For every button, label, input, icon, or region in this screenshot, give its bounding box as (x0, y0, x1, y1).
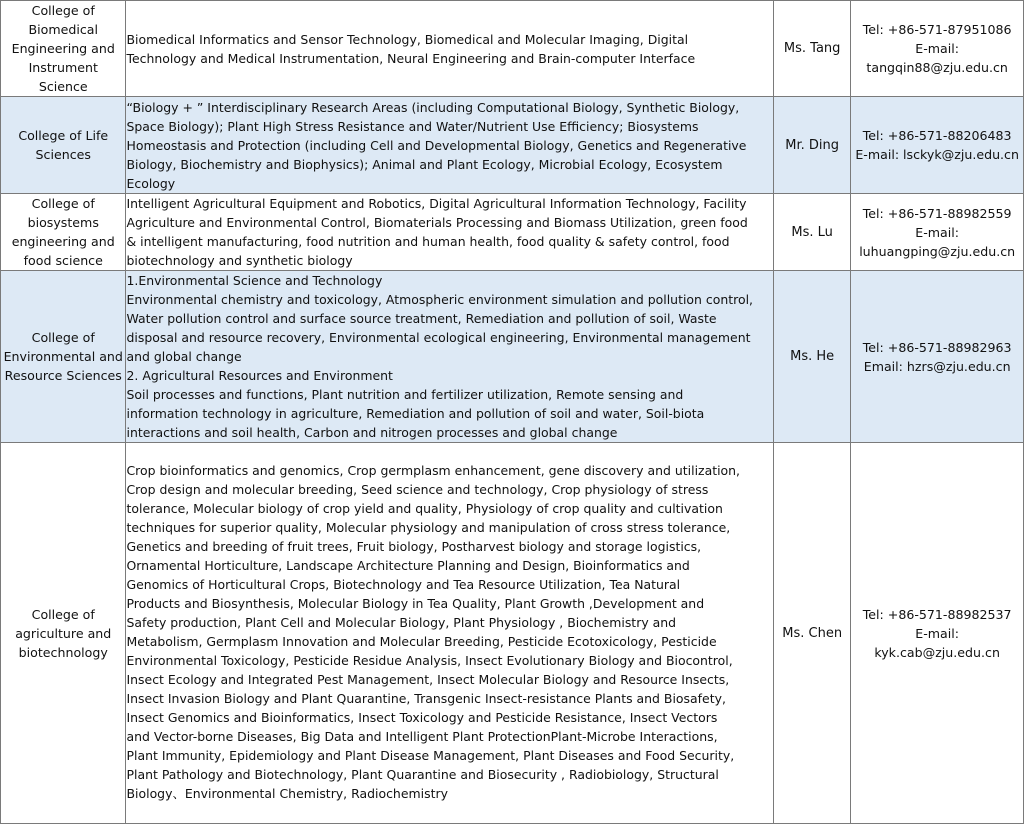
table-row-agriculture-biotechnology (1, 443, 1024, 824)
research-area-line: interactions and soil health, Carbon and nitrogen processes and global change (126, 425, 618, 440)
college-name-line: Sciences (35, 147, 91, 162)
research-area-line: 2. Agricultural Resources and Environment (126, 368, 393, 383)
college-name-line: Biomedical (28, 22, 98, 37)
college-name-cell (1, 97, 126, 194)
research-area-line: & intelligent manufacturing, food nutrition and human health, food quality & safety control, food (126, 234, 730, 249)
college-name-line: College of (31, 3, 95, 18)
email-address-link[interactable]: luhuangping@zju.edu.cn (859, 243, 1016, 259)
contact-person-cell (774, 97, 851, 194)
research-areas-cell (126, 97, 774, 194)
research-area-line: “Biology + ” Interdisciplinary Research Areas (including Computational Biology, Synthetic Biology, (126, 100, 740, 115)
college-name-line: biosystems (27, 215, 99, 230)
research-area-line: Plant Immunity, Epidemiology and Plant Disease Management, Plant Diseases and Food Security, (126, 748, 735, 763)
research-area-line: Ornamental Horticulture, Landscape Architecture Planning and Design, Bioinformatics and (126, 558, 690, 573)
contact-person-cell (774, 194, 851, 271)
contact-info-cell (851, 271, 1024, 443)
research-area-line: and global change (126, 349, 242, 364)
college-name-line: College of (31, 196, 95, 211)
research-area-line: Homeostasis and Protection (including Cell and Developmental Biology, Genetics and Regenerative (126, 138, 747, 153)
contact-person-cell (774, 443, 851, 824)
phone-number: Tel: +86-571-88206483 (862, 128, 1012, 143)
college-name-line: Engineering and (11, 41, 115, 56)
research-areas-cell (126, 271, 774, 443)
research-area-line: Products and Biosynthesis, Molecular Biology in Tea Quality, Plant Growth ,Development and (126, 596, 705, 611)
contact-info-cell (851, 194, 1024, 271)
research-area-line: information technology in agriculture, Remediation and pollution of soil and water, Soil-biota (126, 406, 705, 421)
college-name-line: College of (31, 606, 95, 622)
research-area-line: Technology and Medical Instrumentation, Neural Engineering and Brain-computer Interface (126, 51, 696, 66)
research-area-line: Biomedical Informatics and Sensor Technology, Biomedical and Molecular Imaging, Digital (126, 32, 689, 47)
college-name-line: agriculture and (15, 625, 112, 641)
research-areas-cell (126, 194, 774, 271)
research-area-line: Genetics and breeding of fruit trees, Fruit biology, Postharvest biology and storage logistics, (126, 539, 702, 554)
email-label[interactable]: Email: hzrs@zju.edu.cn (863, 358, 1011, 374)
phone-number: Tel: +86-571-88982559 (862, 205, 1012, 221)
research-area-line: Safety production, Plant Cell and Molecular Biology, Plant Physiology , Biochemistry and (126, 615, 677, 630)
research-area-line: disposal and resource recovery, Environmental ecological engineering, Environmental management (126, 330, 751, 345)
research-area-line: Plant Pathology and Biotechnology, Plant Quarantine and Biosecurity , Radiobiology, Structural (126, 767, 719, 782)
contact-person-name: Ms. He (790, 349, 835, 364)
contact-person-cell (774, 271, 851, 443)
contact-info-cell (851, 1, 1024, 97)
research-area-line: Biology、Environmental Chemistry, Radiochemistry (126, 786, 448, 801)
college-name-line: Instrument (28, 60, 98, 75)
research-area-line: Genomics of Horticultural Crops, Biotechnology and Tea Resource Utilization, Tea Natural (126, 577, 681, 592)
phone-number: Tel: +86-571-88982537 (862, 606, 1012, 622)
research-area-line: Biology, Biochemistry and Biophysics); Animal and Plant Ecology, Microbial Ecology, Ecosystem (126, 157, 723, 172)
phone-number: Tel: +86-571-87951086 (862, 22, 1012, 37)
research-area-line: Ecology (126, 176, 176, 191)
college-name-cell (1, 443, 126, 824)
research-area-line: Metabolism, Germplasm Innovation and Molecular Breeding, Pesticide Ecotoxicology, Pesticide (126, 634, 717, 649)
college-name-line: College of (31, 330, 95, 345)
research-areas-cell (126, 1, 774, 97)
college-name-line: Resource Sciences (4, 368, 122, 383)
contact-person-cell (774, 1, 851, 97)
college-name-line: Science (38, 79, 88, 94)
email-address-link[interactable]: tangqin88@zju.edu.cn (866, 60, 1008, 75)
research-area-line: Crop bioinformatics and genomics, Crop germplasm enhancement, gene discovery and utilization, (126, 463, 741, 478)
email-label: E-mail: (915, 224, 960, 240)
table-row-life-sciences (1, 97, 1024, 194)
contact-person-name: Ms. Lu (791, 224, 833, 240)
college-name-line: food science (23, 253, 103, 268)
research-area-line: 1.Environmental Science and Technology (126, 273, 383, 288)
college-name-line: engineering and (11, 234, 115, 249)
research-area-line: Water pollution control and surface source treatment, Remediation and pollution of soil, Waste (126, 311, 717, 326)
college-name-line: Environmental and (3, 349, 123, 364)
research-area-line: tolerance, Molecular biology of crop yield and quality, Physiology of crop quality and cultivation (126, 501, 723, 516)
research-area-line: Environmental Toxicology, Pesticide Residue Analysis, Insect Evolutionary Biology and Biocontrol, (126, 653, 733, 668)
research-area-line: Intelligent Agricultural Equipment and Robotics, Digital Agricultural Information Technology, Facility (126, 196, 747, 211)
contact-person-name: Ms. Chen (782, 625, 843, 641)
college-name-cell (1, 271, 126, 443)
research-area-line: and Vector-borne Diseases, Big Data and Intelligent Plant ProtectionPlant-Microbe Interactions, (126, 729, 718, 744)
college-name-line: biotechnology (18, 644, 108, 660)
research-area-line: Soil processes and functions, Plant nutrition and fertilizer utilization, Remote sensing and (126, 387, 684, 402)
contact-person-name: Ms. Tang (783, 41, 841, 56)
table-row-biomedical-engineering (1, 1, 1024, 97)
research-areas-cell (126, 443, 774, 824)
research-area-line: Space Biology); Plant High Stress Resistance and Water/Nutrient Use Efficiency; Biosystems (126, 119, 699, 134)
email-label: E-mail: (915, 625, 960, 641)
contact-info-cell (851, 443, 1024, 824)
contact-person-name: Mr. Ding (785, 137, 840, 153)
college-name-cell (1, 1, 126, 97)
table-row-environmental-resource (1, 271, 1024, 443)
college-name-cell (1, 194, 126, 271)
research-area-line: biotechnology and synthetic biology (126, 253, 353, 268)
contact-info-cell (851, 97, 1024, 194)
email-label[interactable]: E-mail: lsckyk@zju.edu.cn (855, 147, 1019, 162)
research-area-line: Crop design and molecular breeding, Seed science and technology, Crop physiology of stress (126, 482, 709, 497)
research-area-line: techniques for superior quality, Molecular physiology and manipulation of cross stress tolerance, (126, 520, 731, 535)
research-area-line: Agriculture and Environmental Control, Biomaterials Processing and Biomass Utilization, green food (126, 215, 748, 230)
research-area-line: Insect Genomics and Bioinformatics, Insect Toxicology and Pesticide Resistance, Insect Vectors (126, 710, 718, 725)
email-label: E-mail: (915, 41, 960, 56)
email-address-link[interactable]: kyk.cab@zju.edu.cn (874, 644, 1000, 660)
research-area-line: Insect Ecology and Integrated Pest Management, Insect Molecular Biology and Resource Insects, (126, 672, 730, 687)
college-name-line: College of Life (18, 128, 109, 143)
research-area-line: Insect Invasion Biology and Plant Quarantine, Transgenic Insect-resistance Plants and Biosafety, (126, 691, 726, 706)
table-body (1, 1, 1024, 824)
research-area-line: Environmental chemistry and toxicology, Atmospheric environment simulation and pollution control, (126, 292, 754, 307)
phone-number: Tel: +86-571-88982963 (862, 339, 1012, 355)
table-row-biosystems-engineering (1, 194, 1024, 271)
